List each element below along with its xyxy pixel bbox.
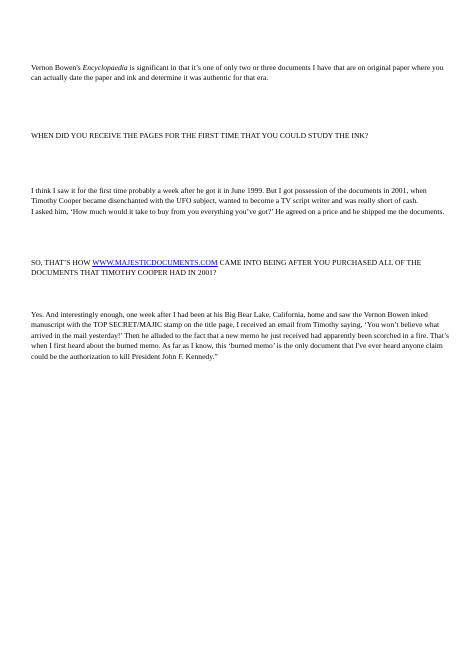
answer-website-origin	[31, 310, 451, 362]
majestic-documents-link[interactable]: WWW.MAJESTICDOCUMENTS.COM	[92, 258, 218, 267]
question-text-start: SO, THAT’S HOW	[31, 258, 93, 267]
answer-first-receipt	[31, 186, 451, 217]
intro-paragraph	[31, 63, 451, 84]
paragraph-text-start: Vernon Bowen's	[31, 63, 83, 72]
question-text	[31, 258, 451, 279]
paragraph-text	[31, 63, 451, 84]
question-website-origin	[31, 258, 451, 279]
answer-text-line2: I asked him, ‘How much would it take to buy from you everything you’ve got?’ He agreed on a price and he shipped me the documents.	[31, 206, 445, 216]
question-first-receipt	[31, 131, 451, 141]
encyclopaedia-title: Encyclopaedia	[82, 63, 128, 72]
question-text-end: CAME INTO BEING AFTER YOU PURCHASED ALL OF THE DOCUMENTS THAT TIMOTHY COOPER HAD IN 2001?	[31, 258, 422, 278]
question-text: WHEN DID YOU RECEIVE THE PAGES FOR THE FIRST TIME THAT YOU COULD STUDY THE INK?	[31, 131, 369, 140]
answer-text: Yes. And interestingly enough, one week after I had been at his Big Bear Lake, California, home and saw the Vernon Bowen inked manuscript with the TOP SECRET/MAJIC stamp on the title page, I received an email from Timothy saying, ‘You won’t believe what arrived in the mail yesterday!’ Then he alluded to the fact that a new memo he just received had apparently been scorched in a fire. That’s when I first heard about the burned memo. As far as I know, this ‘burned memo’ is the only document that I've ever heard anyone claim could be the authorization to kill President John F. Kennedy.”	[31, 310, 449, 361]
paragraph-text-end: is significant in that it’s one of only two or three documents I have that are on original paper where you can actually date the paper and ink and determine it was authentic for that era.	[31, 63, 444, 83]
answer-text-line1: I think I saw it for the first time probably a week after he got it in June 1999. But I got possession of the documents in 2001, when Timothy Cooper became disenchanted with the UFO subject, wanted to become a TV script writer and was really short of cash.	[31, 186, 427, 206]
